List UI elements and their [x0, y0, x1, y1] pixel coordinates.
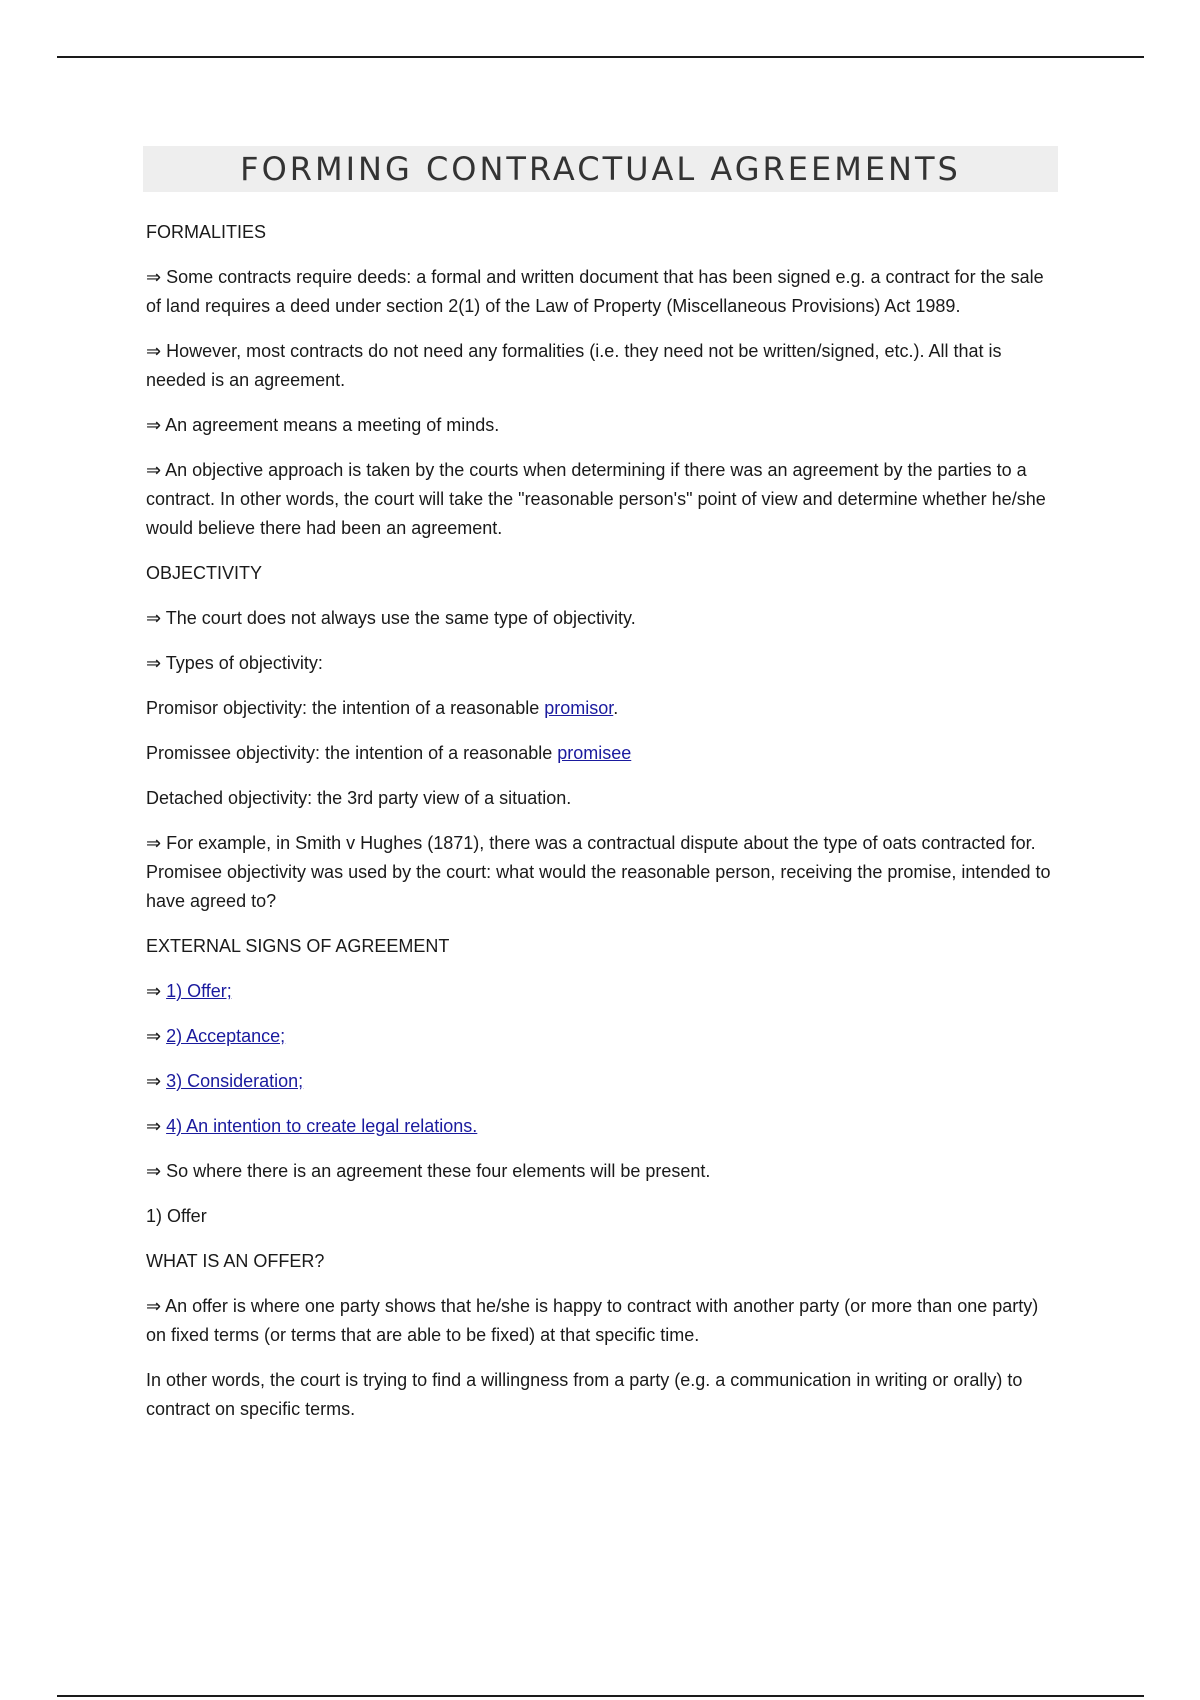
promisor-link[interactable]: promisor	[544, 698, 614, 718]
arrow-icon: ⇒	[146, 415, 162, 435]
arrow-icon: ⇒	[146, 460, 162, 480]
arrow-icon: ⇒	[146, 267, 162, 287]
arrow-icon: ⇒	[146, 1071, 162, 1091]
consideration-link[interactable]: 3) Consideration;	[166, 1071, 304, 1091]
intention-link[interactable]: 4) An intention to create legal relations.	[166, 1116, 478, 1136]
arrow-icon: ⇒	[146, 341, 162, 361]
arrow-icon: ⇒	[146, 1161, 162, 1181]
arrow-icon: ⇒	[146, 1296, 162, 1316]
heading-formalities: FORMALITIES	[146, 222, 267, 242]
paragraph: ⇒ For example, in Smith v Hughes (1871), there was a contractual dispute about the type of oats contracted for. Promisee objectivity was used by the court: what would the reasonable person, receiving the promise, intended to have agreed to?	[146, 833, 1051, 911]
page-title: FORMING CONTRACTUAL AGREEMENTS	[240, 150, 961, 188]
paragraph: ⇒ Types of objectivity:	[146, 653, 323, 673]
list-item	[146, 1112, 1058, 1141]
promisee-link[interactable]: promisee	[557, 743, 632, 763]
paragraph: ⇒ An agreement means a meeting of minds.	[146, 415, 500, 435]
header-rule	[57, 56, 1144, 58]
paragraph: ⇒ An objective approach is taken by the courts when determining if there was an agreement by the parties to a contract. In other words, the court will take the "reasonable person's" point of view and determine whether he/she would believe there had been an agreement.	[146, 460, 1046, 538]
list-item	[146, 1022, 1058, 1051]
arrow-icon: ⇒	[146, 608, 162, 628]
arrow-icon: ⇒	[146, 653, 162, 673]
acceptance-link[interactable]: 2) Acceptance;	[166, 1026, 286, 1046]
offer-link[interactable]: 1) Offer;	[166, 981, 232, 1001]
detached-definition: Detached objectivity: the 3rd party view of a situation.	[146, 788, 572, 808]
list-item	[146, 1067, 1058, 1096]
heading-objectivity: OBJECTIVITY	[146, 563, 263, 583]
paragraph: ⇒ An offer is where one party shows that he/she is happy to contract with another party (or more than one party) on fixed terms (or terms that are able to be fixed) at that specific time.	[146, 1296, 1039, 1345]
footer-rule	[57, 1695, 1144, 1697]
document-body	[146, 218, 1058, 1440]
arrow-icon: ⇒	[146, 833, 162, 853]
promisor-definition: Promisor objectivity: the intention of a reasonable promisor.	[146, 698, 619, 718]
paragraph: ⇒ Some contracts require deeds: a formal and written document that has been signed e.g. a contract for the sale of land requires a deed under section 2(1) of the Law of Property (Miscellaneous Provisions) Act 1989.	[146, 267, 1044, 316]
arrow-icon: ⇒	[146, 981, 162, 1001]
heading-external-signs: EXTERNAL SIGNS OF AGREEMENT	[146, 936, 450, 956]
paragraph: ⇒ However, most contracts do not need any formalities (i.e. they need not be written/signed, etc.). All that is needed is an agreement.	[146, 341, 1002, 390]
paragraph: ⇒ So where there is an agreement these four elements will be present.	[146, 1161, 711, 1181]
paragraph: ⇒ The court does not always use the same type of objectivity.	[146, 608, 636, 628]
paragraph: In other words, the court is trying to find a willingness from a party (e.g. a communication in writing or orally) to contract on specific terms.	[146, 1370, 1023, 1419]
list-item	[146, 977, 1058, 1006]
title-band	[143, 146, 1058, 192]
promisee-definition: Promissee objectivity: the intention of a reasonable promisee	[146, 743, 632, 763]
heading-offer: 1) Offer	[146, 1206, 207, 1226]
arrow-icon: ⇒	[146, 1116, 162, 1136]
heading-what-is-offer: WHAT IS AN OFFER?	[146, 1251, 325, 1271]
arrow-icon: ⇒	[146, 1026, 162, 1046]
